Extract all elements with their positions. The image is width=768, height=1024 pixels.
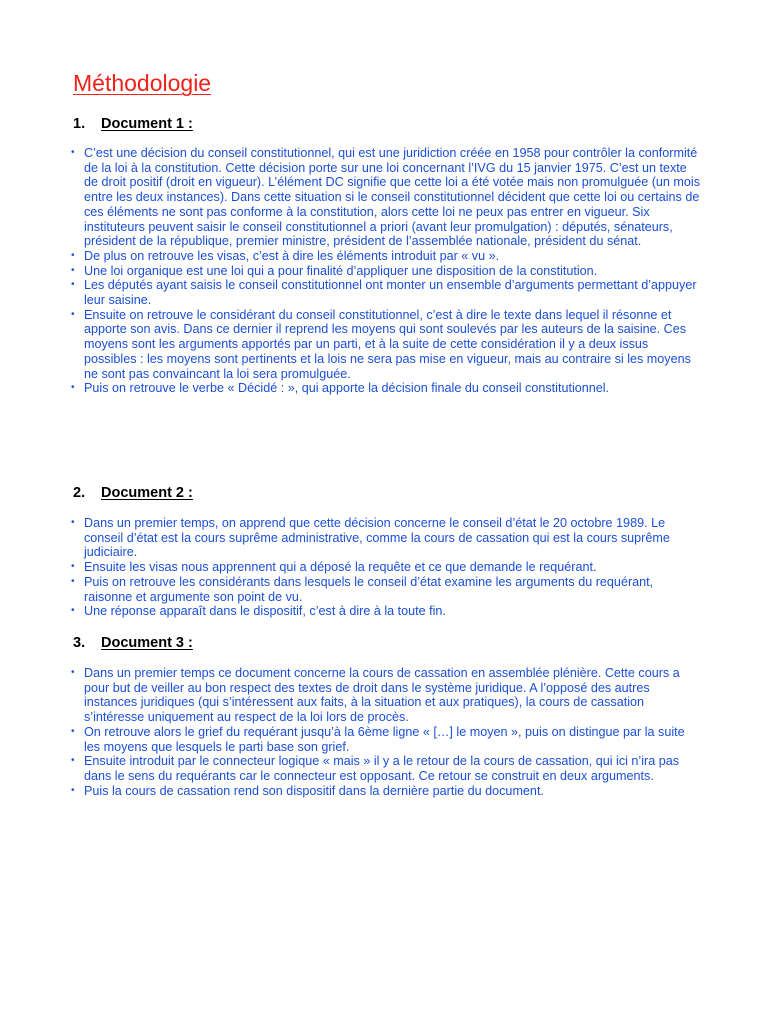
- page-title: Méthodologie: [73, 70, 212, 96]
- list-item: • Puis la cours de cassation rend son dispositif dans la dernière partie du document.: [71, 784, 701, 799]
- list-item: • Dans un premier temps, on apprend que cette décision concerne le conseil d’état le 20 octobre 1989. Le conseil d’état est la cours suprême administrative, comme la cours de cassation qui est la cours suprême judiciaire.: [71, 516, 701, 560]
- list-item: • Ensuite les visas nous apprennent qui a déposé la requête et ce que demande le requérant.: [71, 560, 701, 575]
- list-item: • C’est une décision du conseil constitutionnel, qui est une juridiction créée en 1958 pour contrôler la conformité de la loi à la constitution. Cette décision porte sur une loi concernant l’IVG du 15 janvier 1975. C’est un texte de droit positif (droit en vigueur). L’élément DC signifie que cette loi a été votée mais non promulguée (un mois entre les deux instances). Dans cette situation si le conseil constitutionnel décident que cette loi ou certains de ces éléments ne sont pas conforme à la constitution, alors cette loi ne peux pas entrer en vigueur. Six instituteurs peuvent saisir le conseil constitutionnel a priori (avant leur promulgation) : députés, sénateurs, président de la république, premier ministre, président de l’assemblée nationale, président du sénat.: [71, 146, 701, 249]
- section-number: 2.: [73, 485, 86, 501]
- section-number: 3.: [73, 635, 86, 651]
- bullet-list-document-3: [71, 666, 701, 798]
- section-title: Document 2 :: [101, 485, 193, 501]
- list-item: • Ensuite on retrouve le considérant du conseil constitutionnel, c’est à dire le texte dans lequel il résonne et apporte son avis. Dans ce dernier il reprend les moyens qui sont soulevés par les auteurs de la saisine. Ces moyens sont les arguments apportés par un parti, et à la suite de cette considération il y a deux issus possibles : les moyens sont pertinents et la lois ne sera pas mise en vigueur, mais au contraire si les moyens ne sont pas convaincant la loi sera promulguée.: [71, 308, 701, 382]
- section-heading-document-3: [73, 634, 193, 652]
- list-item: • Puis on retrouve le verbe « Décidé : », qui apporte la décision finale du conseil constitutionnel.: [71, 381, 701, 396]
- section-heading-document-1: [73, 115, 193, 133]
- list-item: • Dans un premier temps ce document concerne la cours de cassation en assemblée plénière. Cette cours a pour but de veiller au bon respect des textes de droit dans le système juridique. A l’opposé des autres instances juridiques (qui s’intéressent aux faits, à la situation et aux pratiques), la cours de cassation s’intéresse uniquement au respect de la loi lors de procès.: [71, 666, 701, 725]
- list-item: • Puis on retrouve les considérants dans lesquels le conseil d’état examine les arguments du requérant, raisonne et argumente son point de vu.: [71, 575, 701, 604]
- section-heading-document-2: [73, 484, 193, 502]
- list-item: • Ensuite introduit par le connecteur logique « mais » il y a le retour de la cours de cassation, qui ici n’ira pas dans le sens du requérants car le connecteur est opposant. Ce retour se construit en deux arguments.: [71, 754, 701, 783]
- bullet-list-document-1: [71, 146, 701, 396]
- bullet-list-document-2: [71, 516, 701, 619]
- list-item: • On retrouve alors le grief du requérant jusqu’à la 6ème ligne « […] le moyen », puis on distingue par la suite les moyens que lesquels le parti base son grief.: [71, 725, 701, 754]
- list-item: • Une réponse apparaît dans le dispositif, c’est à dire à la toute fin.: [71, 604, 701, 619]
- list-item: • Les députés ayant saisis le conseil constitutionnel ont monter un ensemble d’arguments permettant d’appuyer leur saisine.: [71, 278, 701, 307]
- section-title: Document 1 :: [101, 116, 193, 132]
- section-number: 1.: [73, 116, 86, 132]
- section-title: Document 3 :: [101, 635, 193, 651]
- list-item: • De plus on retrouve les visas, c’est à dire les éléments introduit par « vu ».: [71, 249, 701, 264]
- list-item: • Une loi organique est une loi qui a pour finalité d’appliquer une disposition de la constitution.: [71, 264, 701, 279]
